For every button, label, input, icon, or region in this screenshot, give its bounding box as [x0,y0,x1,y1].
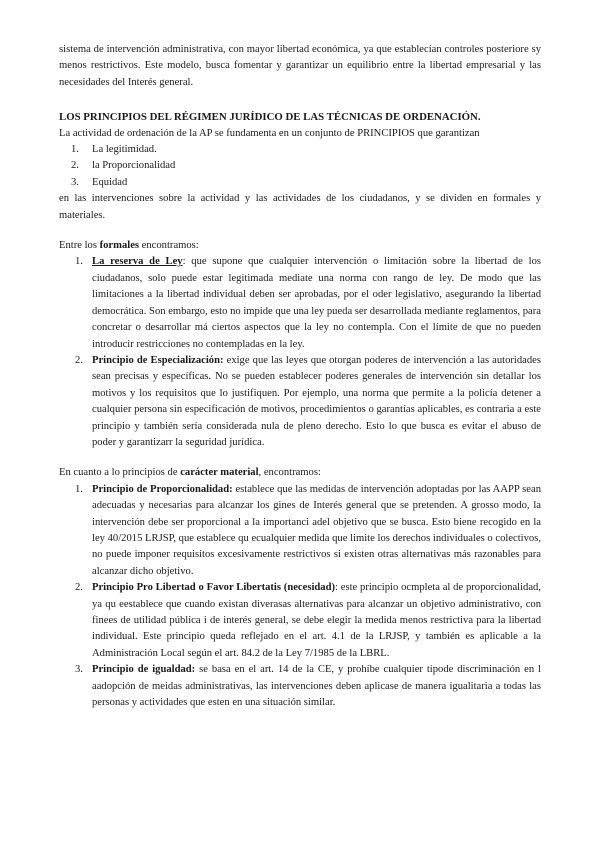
principle-title: La reserva de Ley [92,256,183,268]
guarantees-after: en las intervenciones sobre la actividad y las actividades de los ciudadanos, y se dividen en formales y materiales. [59,193,541,221]
section-heading: LOS PRINCIPIOS DEL RÉGIMEN JURÍDICO DE LAS TÉCNICAS DE ORDENACIÓN. [59,111,481,124]
list-item: 1. La legitimidad. [71,144,157,156]
section-intro: La actividad de ordenación de la AP se fundamenta en un conjunto de PRINCIPIOS que garantizan [59,127,480,139]
principle-title: Principio de Proporcionalidad: [92,483,233,495]
list-item: 2. la Proporcionalidad [71,160,176,172]
formal-principles-list [59,254,541,451]
material-intro: En cuanto a lo principios de carácter material, encontramos: [59,467,321,479]
list-item: 1. Principio de Proporcionalidad: establece que las medidas de intervención adoptadas por las AAPP sean adecuadas y necesarias para alcanzar los gines de Interés general que se pretenden. A grosso modo, la intervención debe ser proporcional a la importanci adel objetivo que se busca. Esto biene recogido en la ley 40/2015 LRJSP, que establece qu ecualquier medida que limite los derechos individuales o colectivos, no puede imponer requisitos excesivamente restrictivos si existen otras alternativas más razonables para alcanzar dicho objetivo. [75,483,541,577]
list-item: 3. Principio de igualdad: se basa en el art. 14 de la CE, y prohíbe cualquier tipode discriminación en l aadopción de meidas administrativas, las intervenciones deben aplicase de manera igualitaria a todas las personas y actividades que esten en una situación similar. [75,664,541,709]
principle-title: Principio de Especialización: [92,354,224,366]
principle-title: Principio de igualdad: [92,664,196,676]
document-page [59,42,541,711]
intro-paragraph: sistema de intervención administrativa, con mayor libertad económica, ya que establecían controles posteriore sy menos restrictivos. Este modelo, busca fomentar y garantizar un equilibrio entre la libertad empresarial y las necesidades del Interés general. [59,44,541,88]
list-item: 1. La reserva de Ley: que supone que cualquier intervención o limitación sobre la libertad de los ciudadanos, solo puede estar legitimada mediate una norma con rango de ley. De modo que las limitaciones a la libertad individual deben ser aprobadas, por el oder legislativo, asegurando la libertad democrática. Son embargo, esto no impide que una ley pueda ser desarrollada mediante reglamentos, para concretar o desarrollar má ciertos aspectos que la ley no contempla. Con el límite de que no pueden introducir restricciones no contempladas en la ley. [75,256,541,350]
material-principles-list [59,482,541,712]
principle-title: Principio Pro Libertad o Favor Libertatis (necesidad) [92,582,336,594]
list-item: 2. Principio de Especialización: exige que las leyes que otorgan poderes de intervención a las autoridades sean precisas y específicas. No se pueden establecer poderes generales de intervención sin detallar los motivos y los requisitos que lo justifiquen. Por ejemplo, una norma que permite a la policía detener a cualquier persona sin especificación de motivos, procedimientos o garantías aplicables, es contraria a este principio y también sería considerada nula de pleno derecho. Esto lo que busca es evitar el abuso de poder y garantizarr la seguridad jurídica. [75,354,541,448]
list-item: 2. Principio Pro Libertad o Favor Libertatis (necesidad): este principio ocmpleta al de proporcionalidad, ya qu eestablece que cuando existan diverasas alternativas para alcanzar un objetivo administrativo, con finees de utilidad pública i de interés general, se debe elegir la medida menos restrictiva para la libertad individual. Este principio queda reflejado en el art. 4.1 de la LRJSP, y también es aplicable a la Administración Local según el art. 84.2 de la Ley 7/1985 de la LBRL. [75,582,541,659]
guarantees-list [59,142,541,191]
formal-intro: Entre los formales encontramos: [59,240,199,252]
list-item: 3. Equidad [71,176,128,188]
